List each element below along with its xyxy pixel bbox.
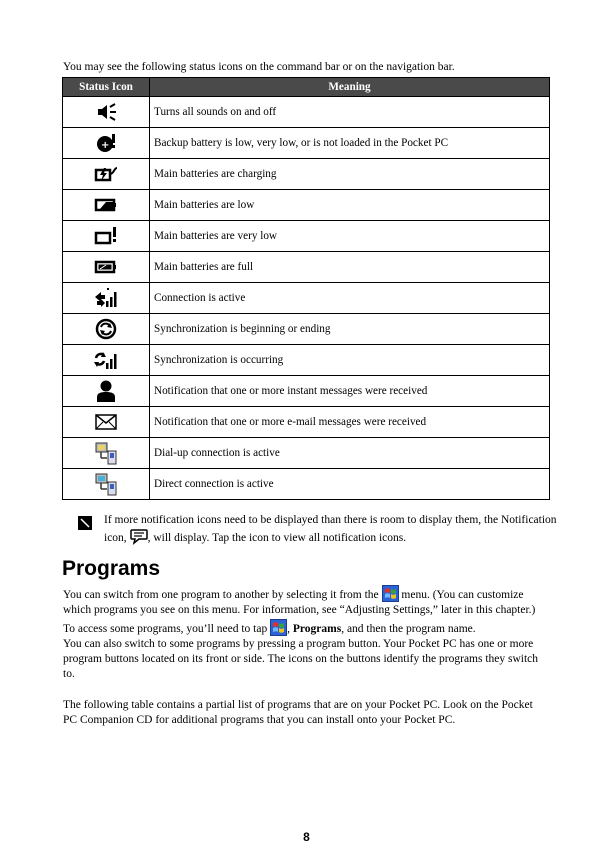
note-text-part2: , will display. Tap the icon to view all notification icons. bbox=[147, 532, 407, 544]
meaning-cell: Notification that one or more e-mail messages were received bbox=[150, 407, 550, 438]
connection-active-icon bbox=[93, 287, 119, 309]
header-status-icon: Status Icon bbox=[63, 78, 150, 97]
icon-cell bbox=[63, 345, 150, 376]
meaning-cell: Main batteries are charging bbox=[150, 159, 550, 190]
start-menu-icon bbox=[382, 585, 399, 602]
battery-very-low-icon bbox=[94, 226, 118, 246]
note-text bbox=[104, 513, 558, 546]
icon-cell bbox=[63, 252, 150, 283]
meaning-cell: Turns all sounds on and off bbox=[150, 97, 550, 128]
icon-cell bbox=[63, 376, 150, 407]
sync-start-icon bbox=[94, 318, 118, 340]
icon-cell bbox=[63, 190, 150, 221]
start-menu-icon bbox=[270, 619, 287, 636]
battery-low-icon bbox=[94, 197, 118, 213]
programs-bold: Programs bbox=[292, 622, 342, 635]
icon-cell bbox=[63, 469, 150, 500]
note-icon bbox=[78, 516, 92, 530]
meaning-cell: Synchronization is beginning or ending bbox=[150, 314, 550, 345]
backup-battery-icon bbox=[95, 133, 117, 153]
icon-cell bbox=[63, 283, 150, 314]
table-row bbox=[63, 469, 550, 500]
paragraph-3: The following table contains a partial list of programs that are on your Pocket PC. Look on the Pocket PC Companion CD for additional programs that you can install onto your Pocket PC. bbox=[63, 699, 533, 727]
section-heading: Programs bbox=[62, 557, 161, 580]
section-body bbox=[63, 585, 547, 729]
dialup-connection-icon bbox=[93, 441, 119, 465]
svg-text:+: + bbox=[101, 140, 110, 151]
meaning-cell: Notification that one or more instant messages were received bbox=[150, 376, 550, 407]
note-block bbox=[78, 513, 558, 546]
note-text-part1: If more notification icons need to be displayed than there is room to display them, the Notification icon, bbox=[104, 514, 557, 544]
notification-icon bbox=[130, 528, 148, 545]
table-row bbox=[63, 376, 550, 407]
meaning-cell: Backup battery is low, very low, or is not loaded in the Pocket PC bbox=[150, 128, 550, 159]
icon-cell bbox=[63, 438, 150, 469]
meaning-cell: Main batteries are full bbox=[150, 252, 550, 283]
direct-connection-icon bbox=[93, 472, 119, 496]
table-row bbox=[63, 438, 550, 469]
table-row bbox=[63, 159, 550, 190]
header-meaning: Meaning bbox=[150, 78, 550, 97]
p1-part-c: , bbox=[287, 622, 293, 635]
sync-occurring-icon bbox=[93, 349, 119, 371]
instant-message-icon bbox=[95, 379, 117, 403]
meaning-cell: Direct connection is active bbox=[150, 469, 550, 500]
table-row bbox=[63, 221, 550, 252]
paragraph-1 bbox=[63, 585, 547, 637]
p1-part-b: menu. (You can customize which programs you see on this menu. For information, see “Adjusting Settings,” later in this chapter.) To access some programs, you’ll need to tap bbox=[63, 589, 536, 635]
p1-part-d: , and then the program name. bbox=[341, 622, 476, 635]
battery-charging-icon bbox=[94, 164, 118, 184]
status-icon-table bbox=[62, 77, 550, 500]
page-number: 8 bbox=[303, 830, 310, 844]
p1-part-a: You can switch from one program to another by selecting it from the bbox=[63, 589, 382, 601]
icon-cell bbox=[63, 221, 150, 252]
paragraph-2: You can also switch to some programs by pressing a program button. Your Pocket PC has one or more program buttons located on its front or side. The icons on the buttons identify the programs they switch to. bbox=[63, 637, 539, 681]
table-row bbox=[63, 314, 550, 345]
icon-cell bbox=[63, 97, 150, 128]
icon-cell bbox=[63, 407, 150, 438]
intro-text: You may see the following status icons on the command bar or on the navigation bar. bbox=[63, 61, 455, 73]
meaning-cell: Dial-up connection is active bbox=[150, 438, 550, 469]
table-row bbox=[63, 128, 550, 159]
icon-cell bbox=[63, 314, 150, 345]
table-header-row bbox=[63, 78, 550, 97]
table-row bbox=[63, 190, 550, 221]
email-icon bbox=[94, 413, 118, 431]
speaker-icon bbox=[95, 103, 117, 121]
icon-cell bbox=[63, 159, 150, 190]
icon-cell bbox=[63, 128, 150, 159]
table-row bbox=[63, 283, 550, 314]
meaning-cell: Main batteries are low bbox=[150, 190, 550, 221]
table-row bbox=[63, 345, 550, 376]
table-row bbox=[63, 407, 550, 438]
meaning-cell: Synchronization is occurring bbox=[150, 345, 550, 376]
battery-full-icon bbox=[94, 259, 118, 275]
table-row bbox=[63, 97, 550, 128]
meaning-cell: Main batteries are very low bbox=[150, 221, 550, 252]
table-row bbox=[63, 252, 550, 283]
meaning-cell: Connection is active bbox=[150, 283, 550, 314]
